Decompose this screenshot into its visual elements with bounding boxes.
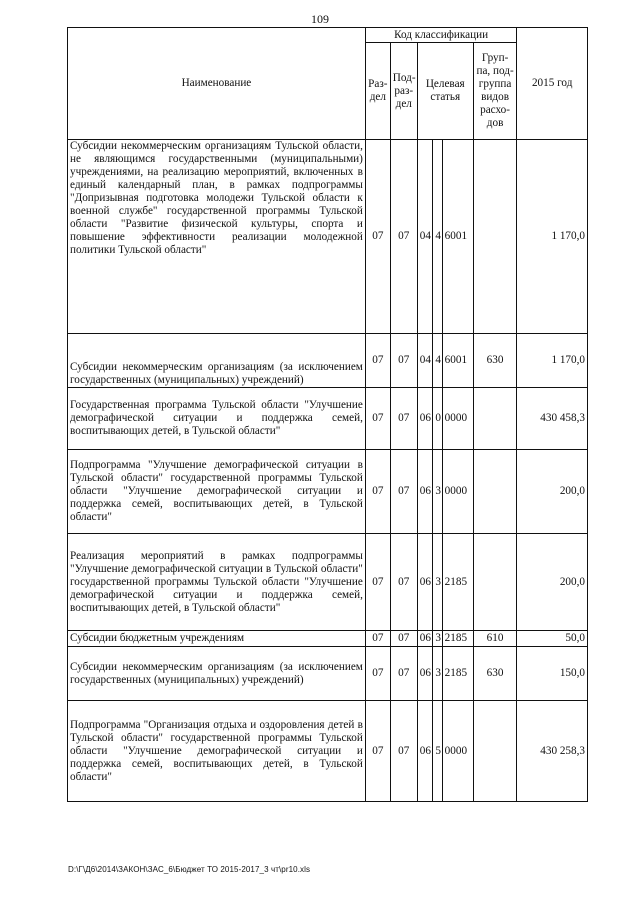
header-target-article: Целевая статья	[417, 43, 473, 140]
page-number: 109	[311, 12, 329, 26]
table-row	[68, 450, 588, 534]
header-subsection: Под- раз- дел	[390, 43, 417, 140]
budget-table	[67, 27, 588, 802]
row-target-program: 06	[417, 388, 433, 450]
row-target-subprogram: 3	[433, 647, 442, 701]
row-subsection: 07	[390, 388, 417, 450]
row-amount: 50,0	[517, 631, 588, 647]
row-target-item: 0000	[442, 388, 473, 450]
row-expense-group	[473, 388, 517, 450]
row-section: 07	[365, 701, 390, 802]
row-target-subprogram: 4	[433, 334, 442, 388]
table-row	[68, 534, 588, 631]
header-year: 2015 год	[517, 28, 588, 140]
row-name: Подпрограмма "Организация отдыха и оздоровления детей в Тульской области" государственной программы Тульской области "Улучшение демографической ситуации и поддержка семей, воспитывающих детей, в Тульской области"	[68, 701, 366, 802]
row-target-item: 6001	[442, 334, 473, 388]
row-expense-group	[473, 140, 517, 334]
row-name: Государственная программа Тульской области "Улучшение демографической ситуации и поддержка семей, воспитывающих детей, в Тульской области"	[68, 388, 366, 450]
table-row	[68, 647, 588, 701]
row-expense-group: 630	[473, 334, 517, 388]
row-expense-group	[473, 701, 517, 802]
row-target-subprogram: 3	[433, 450, 442, 534]
row-amount: 200,0	[517, 534, 588, 631]
row-target-program: 06	[417, 647, 433, 701]
row-target-item: 2185	[442, 647, 473, 701]
header-section: Раз- дел	[365, 43, 390, 140]
row-section: 07	[365, 140, 390, 334]
table-row	[68, 140, 588, 334]
row-section: 07	[365, 631, 390, 647]
row-target-program: 06	[417, 450, 433, 534]
row-subsection: 07	[390, 334, 417, 388]
row-name: Субсидии бюджетным учреждениям	[68, 631, 366, 647]
row-section: 07	[365, 388, 390, 450]
row-target-program: 06	[417, 534, 433, 631]
row-name: Субсидии некоммерческим организациям (за исключением государственных (муниципальных) учреждений)	[68, 647, 366, 701]
row-expense-group: 610	[473, 631, 517, 647]
row-target-subprogram: 4	[433, 140, 442, 334]
row-target-subprogram: 5	[433, 701, 442, 802]
row-target-subprogram: 3	[433, 631, 442, 647]
table-row	[68, 631, 588, 647]
header-classification: Код классификации	[365, 28, 516, 43]
table-row	[68, 334, 588, 388]
row-target-item: 2185	[442, 534, 473, 631]
row-target-subprogram: 3	[433, 534, 442, 631]
row-target-item: 2185	[442, 631, 473, 647]
table-row	[68, 388, 588, 450]
row-amount: 430 258,3	[517, 701, 588, 802]
row-target-item: 0000	[442, 701, 473, 802]
row-name: Реализация мероприятий в рамках подпрограммы "Улучшение демографической ситуации в Тульской области" государственной программы Тульской области "Улучшение демографической ситуации и поддержка семей, воспитывающих детей, в Тульской области"	[68, 534, 366, 631]
row-target-program: 06	[417, 701, 433, 802]
header-name: Наименование	[68, 28, 366, 140]
row-expense-group	[473, 534, 517, 631]
row-amount: 1 170,0	[517, 334, 588, 388]
row-section: 07	[365, 450, 390, 534]
row-target-program: 06	[417, 631, 433, 647]
row-target-subprogram: 0	[433, 388, 442, 450]
row-subsection: 07	[390, 647, 417, 701]
row-subsection: 07	[390, 534, 417, 631]
row-amount: 200,0	[517, 450, 588, 534]
row-section: 07	[365, 334, 390, 388]
row-amount: 150,0	[517, 647, 588, 701]
row-amount: 430 458,3	[517, 388, 588, 450]
file-path-footer: D:\Г\Д6\2014\ЗАКОН\ЗАС_6\Бюджет ТО 2015-2017_3 чт\pr10.xls	[68, 865, 311, 874]
row-expense-group	[473, 450, 517, 534]
row-section: 07	[365, 534, 390, 631]
row-subsection: 07	[390, 631, 417, 647]
row-subsection: 07	[390, 140, 417, 334]
row-target-item: 6001	[442, 140, 473, 334]
table-row	[68, 701, 588, 802]
row-subsection: 07	[390, 450, 417, 534]
header-expense-group: Груп- па, под- группа видов расхо- дов	[473, 43, 517, 140]
row-target-program: 04	[417, 140, 433, 334]
row-expense-group: 630	[473, 647, 517, 701]
row-name: Субсидии некоммерческим организациям Тульской области, не являющимся государственными (муниципальными) учреждениями, на реализацию мероприятий, включенных в единый календарный план, в рамках подпрограммы "Допризывная подготовка молодежи Тульской области к военной службе" государственной программы Тульской области "Развитие физической культуры, спорта и повышение эффективности реализации молодежной политики Тульской области"	[68, 140, 366, 334]
row-name: Подпрограмма "Улучшение демографической ситуации в Тульской области" государственной программы Тульской области "Улучшение демографической ситуации и поддержка семей, воспитывающих детей, в Тульской области"	[68, 450, 366, 534]
row-subsection: 07	[390, 701, 417, 802]
row-name: Субсидии некоммерческим организациям (за исключением государственных (муниципальных) учреждений)	[68, 334, 366, 388]
row-target-item: 0000	[442, 450, 473, 534]
row-amount: 1 170,0	[517, 140, 588, 334]
row-target-program: 04	[417, 334, 433, 388]
row-section: 07	[365, 647, 390, 701]
